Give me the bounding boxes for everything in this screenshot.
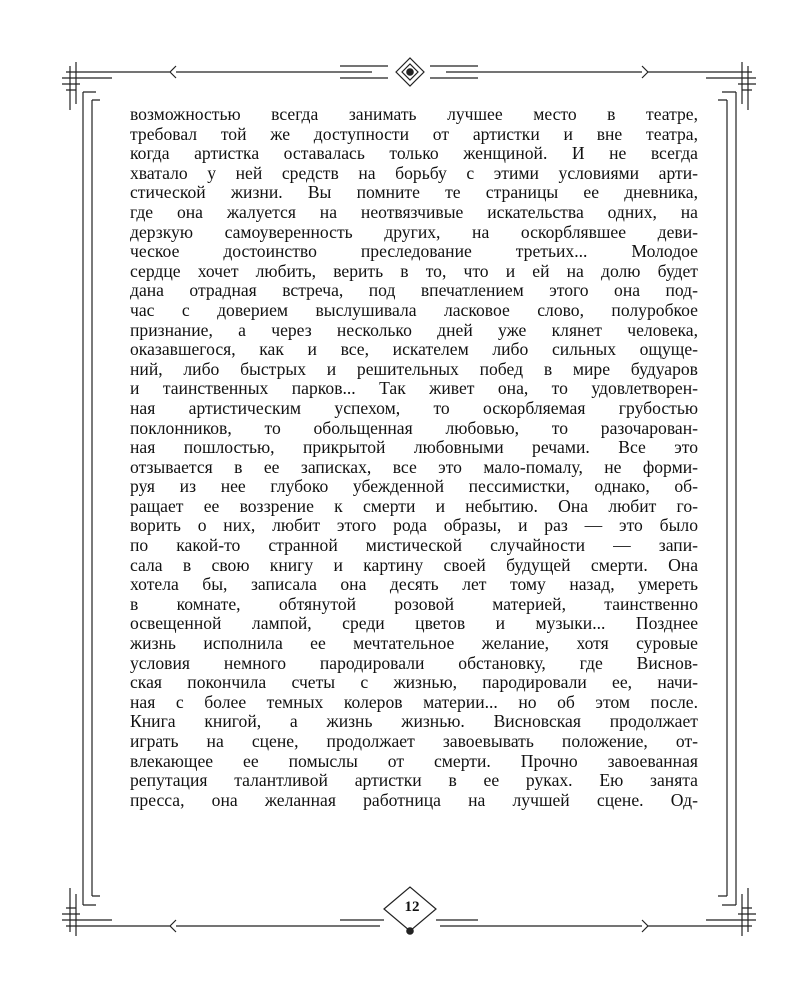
text-line: ская покончила счеты с жизнью, пародировали ее, начи- bbox=[130, 672, 698, 693]
text-line: репутация талантливой артистки в ее руках. Ею занята bbox=[130, 770, 698, 791]
corner-ornament-top-right bbox=[642, 62, 756, 110]
text-line: ческое достоинство преследование третьих... Молодое bbox=[130, 241, 698, 262]
corner-ornament-top-left bbox=[62, 62, 176, 110]
corner-ornament-bottom-left bbox=[62, 888, 176, 936]
text-line: ная пошлостью, прикрытой любовными речами. Все это bbox=[130, 437, 698, 458]
text-line: по какой-то странной мистической случайности — запи- bbox=[130, 535, 698, 556]
text-line: освещенной лампой, среди цветов и музыки... Позднее bbox=[130, 613, 698, 634]
text-line: сердце хочет любить, верить в то, что и ей на долю будет bbox=[130, 260, 698, 281]
text-line: возможностью всегда занимать лучшее место в театре, bbox=[130, 104, 698, 124]
text-line: в комнате, обтянутой розовой материей, таинственно bbox=[130, 593, 698, 614]
text-line: влекающее ее помыслы от смерти. Прочно завоеванная bbox=[130, 750, 698, 771]
text-line: требовал той же доступности от артистки и вне театра, bbox=[130, 123, 698, 144]
text-line: ная с более темных колеров материи... но об этом после. bbox=[130, 691, 698, 712]
text-line: и таинственных парков... Так живет она, то удовлетворен- bbox=[130, 378, 698, 399]
text-line: признание, а через несколько дней уже клянет человека, bbox=[130, 319, 698, 340]
text-line: стической жизни. Вы помните те страницы ее дневника, bbox=[130, 182, 698, 203]
page-number: 12 bbox=[404, 899, 420, 915]
text-line: сала в свою книгу и картину своей будущей смерти. Она bbox=[130, 554, 698, 575]
text-line: дана отрадная встреча, под впечатлением этого она под- bbox=[130, 280, 698, 301]
corner-ornament-bottom-right bbox=[642, 888, 756, 936]
text-line: где она жалуется на неотвязчивые искательства одних, на bbox=[130, 201, 698, 222]
text-line: оказавшегося, как и все, искателем либо сильных ощуще- bbox=[130, 339, 698, 360]
text-line: ворить о них, любит этого рода образы, и раз — это было bbox=[130, 515, 698, 536]
text-line: хватало у ней средств на борьбу с этими условиями арти- bbox=[130, 162, 698, 183]
text-line: пресса, она желанная работница на лучшей сцене. Од- bbox=[130, 789, 698, 810]
text-line: хотела бы, записала она десять лет тому назад, умереть bbox=[130, 574, 698, 595]
text-line: когда артистка оставалась только женщиной. И не всегда bbox=[130, 143, 698, 164]
text-line: играть на сцене, продолжает завоевывать положение, от- bbox=[130, 731, 698, 751]
text-line: отзывается в ее записках, все это мало-помалу, не форми- bbox=[130, 456, 698, 477]
text-line: руя из нее глубоко убежденной пессимистки, однако, об- bbox=[130, 476, 698, 497]
text-line: условия немного пародировали обстановку, где Виснов- bbox=[130, 652, 698, 673]
text-line: час с доверием выслушивала ласковое слово, полуробкое bbox=[130, 299, 698, 320]
text-line: поклонников, то обольщенная любовью, то разочарован- bbox=[130, 417, 698, 438]
text-line: ний, либо быстрых и решительных побед в мире будуаров bbox=[130, 358, 698, 379]
page-text bbox=[130, 105, 698, 810]
text-line: жизнь исполнила ее мечтательное желание, хотя суровые bbox=[130, 633, 698, 654]
text-line: дерзкую самоуверенность других, на оскорблявшее деви- bbox=[130, 221, 698, 242]
text-line: ная артистическим успехом, то оскорбляемая грубостью bbox=[130, 397, 698, 418]
text-line: ращает ее воззрение к смерти и небытию. Она любит го- bbox=[130, 495, 698, 516]
text-line: Книга книгой, а жизнь жизнью. Висновская продолжает bbox=[130, 711, 698, 732]
